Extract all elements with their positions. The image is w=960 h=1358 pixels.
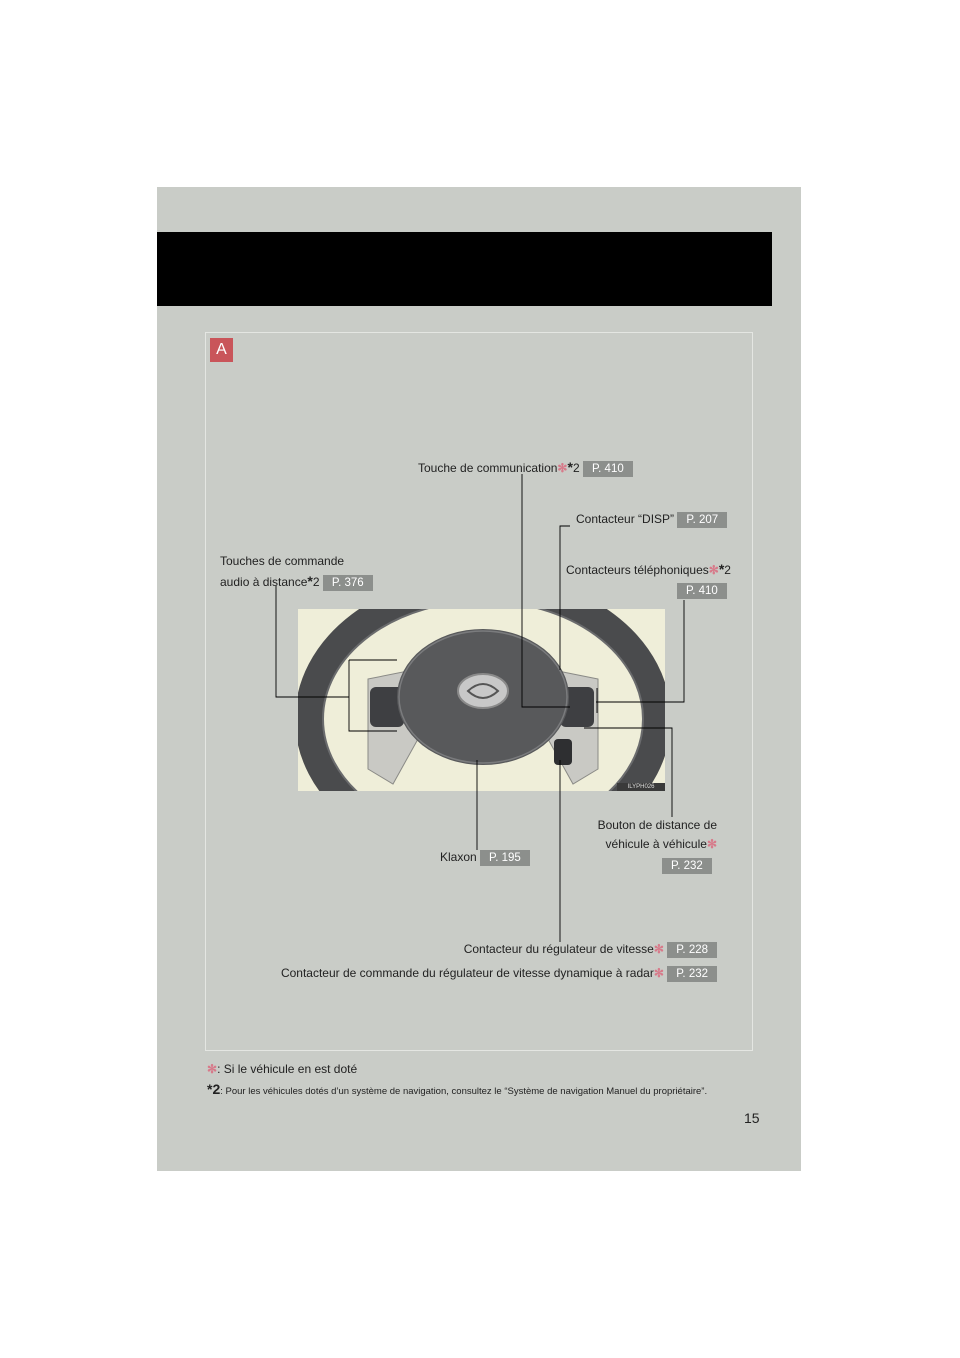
label-klaxon-text: Klaxon: [440, 850, 477, 864]
label-audio-sup: 2: [312, 575, 320, 589]
label-audio-line2: audio à distance: [220, 575, 308, 589]
ref-radar[interactable]: P. 232: [667, 966, 717, 982]
asterisk-icon: ✻: [557, 461, 568, 475]
label-radar: [260, 966, 717, 982]
label-disp-text: Contacteur “DISP”: [576, 512, 675, 526]
ref-audio[interactable]: P. 376: [323, 575, 373, 591]
label-regulateur: [300, 942, 717, 958]
label-distance-line1: Bouton de distance de: [597, 818, 717, 832]
ref-distance[interactable]: P. 232: [662, 858, 712, 874]
footnote-star2-text: : Pour les véhicules dotés d’un système de navigation, consultez le “Système de navigation Manuel du propriétaire”.: [220, 1086, 708, 1097]
header-bar: [157, 232, 772, 306]
section-badge: A: [210, 338, 233, 362]
label-touche-communication-sup: 2: [572, 461, 580, 475]
ref-disp[interactable]: P. 207: [677, 512, 727, 528]
star-icon: *: [567, 459, 573, 475]
label-distance: [560, 837, 717, 851]
ref-touche-communication[interactable]: P. 410: [583, 461, 633, 477]
label-distance-line2: véhicule à véhicule: [605, 837, 707, 851]
asterisk-icon: ✻: [706, 837, 717, 851]
star-icon: *: [307, 573, 313, 589]
footnote-star2-mark: *2: [207, 1081, 221, 1097]
steering-wheel-image: [298, 609, 665, 791]
label-regulateur-text: Contacteur du régulateur de vitesse: [463, 942, 654, 956]
label-touche-communication-text: Touche de communication: [418, 461, 558, 475]
page-number: 15: [744, 1110, 760, 1126]
label-klaxon: [440, 850, 530, 866]
label-telephone: [566, 562, 731, 577]
asterisk-icon: ✻: [708, 563, 719, 577]
label-telephone-text: Contacteurs téléphoniques: [566, 563, 709, 577]
label-audio: [220, 574, 373, 591]
label-telephone-sup: 2: [724, 563, 731, 577]
asterisk-icon: ✻: [653, 942, 664, 956]
ref-telephone[interactable]: P. 410: [677, 583, 727, 599]
ref-klaxon[interactable]: P. 195: [480, 850, 530, 866]
asterisk-icon: ✻: [207, 1062, 218, 1076]
label-touche-communication: [418, 460, 633, 477]
label-disp: [576, 512, 727, 528]
footnote-asterisk-text: : Si le véhicule en est doté: [217, 1062, 358, 1076]
photo-code: ILYPH026: [617, 783, 665, 791]
footnote-star2: [207, 1081, 707, 1097]
asterisk-icon: ✻: [653, 966, 664, 980]
footnote-asterisk: [207, 1062, 357, 1076]
label-audio-line1: Touches de commande: [220, 554, 345, 568]
label-radar-text: Contacteur de commande du régulateur de vitesse dynamique à radar: [280, 966, 654, 980]
star-icon: *: [718, 561, 725, 577]
ref-regulateur[interactable]: P. 228: [667, 942, 717, 958]
